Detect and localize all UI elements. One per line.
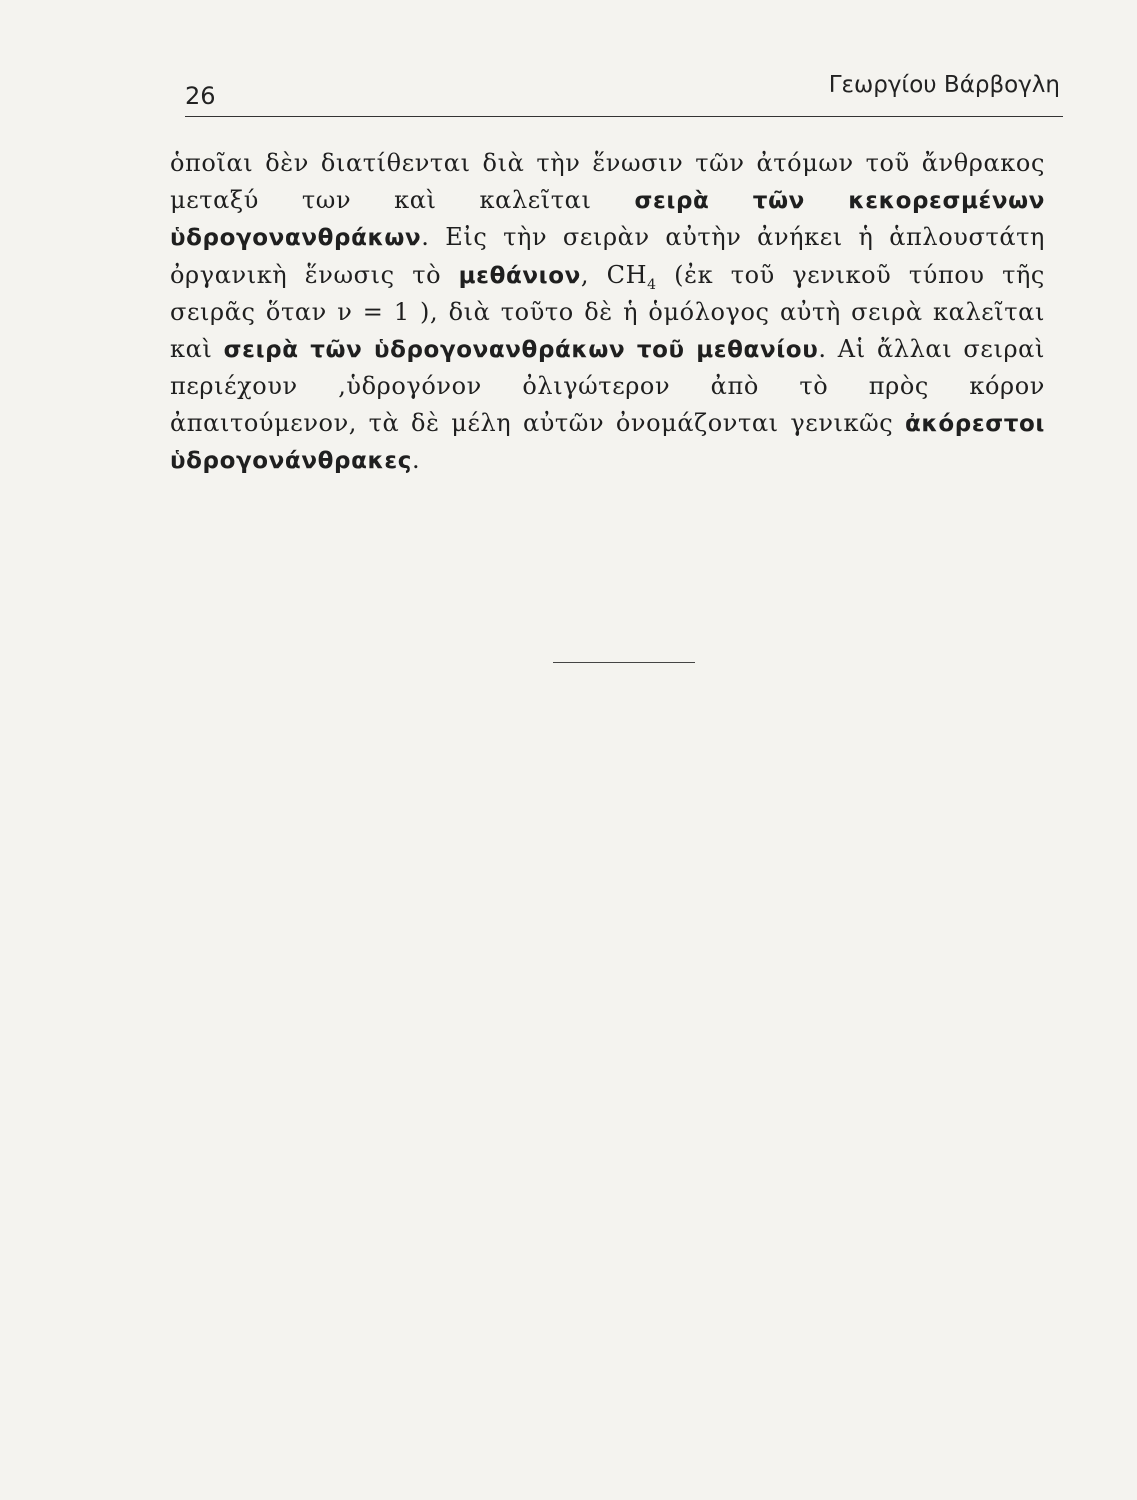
section-divider: [553, 662, 695, 663]
text-run: ,: [580, 260, 607, 289]
body-paragraph: [170, 145, 1045, 480]
text-run: ὁποῖαι δὲν διατίθενται διὰ τὴν ἕνωσιν τῶν ἀτόμων τοῦ ἄνθρακος μεταξύ των καὶ καλεῖται: [170, 149, 1045, 214]
text-run: . Αἱ ἄλλαι σειραὶ περιέχουν ,ὑδρογόνον ὀλιγώτερον ἀπὸ τὸ πρὸς κόρον ἀπαιτούμενον, τὰ δὲ μέλη αὐτῶν ὀνομάζονται γενικῶς: [170, 334, 1045, 437]
bold-term: ἀκόρεστοι ὑδρογονάνθρακες: [170, 410, 1045, 474]
chemical-formula: $CH_4$: [606, 260, 657, 293]
text-run: (ἐκ τοῦ γενικοῦ τύπου τῆς σειρᾶς ὅταν ν = 1 ), διὰ τοῦτο δὲ ἡ ὁμόλογος αὐτὴ σειρὰ καλεῖται καὶ: [170, 260, 1045, 363]
page-header: [185, 72, 1060, 112]
running-head: Γεωργίου Βάρβογλη: [828, 72, 1060, 98]
bold-term: μεθάνιον: [458, 262, 581, 289]
text-run: .: [412, 446, 421, 474]
text-run: . Εἰς τὴν σειρὰν αὐτὴν ἀνήκει ἡ ἁπλουστάτη ὀργανικὴ ἕνωσις τὸ: [170, 223, 1045, 289]
bold-term: σειρὰ τῶν κεκορεσμένων ὑδρογονανθράκων: [170, 187, 1046, 251]
bold-term: σειρὰ τῶν ὑδρογονανθράκων τοῦ μεθανίου: [223, 336, 819, 363]
page-number: 26: [185, 82, 216, 110]
header-rule: [185, 116, 1063, 117]
